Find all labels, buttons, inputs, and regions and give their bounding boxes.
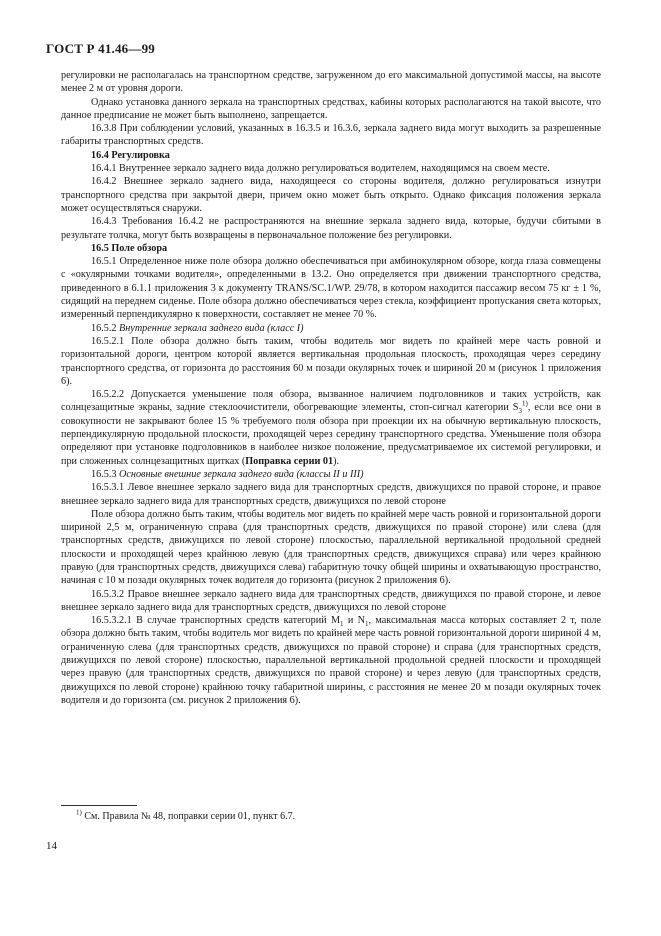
section-heading: 16.4 Регулировка <box>91 149 170 161</box>
paragraph: 16.5.2.1 Поле обзора должно быть таким, чтобы водитель мог видеть по крайней мере часть ровной и горизонтальной дороги, центром которой является вертикальная продольная плоскость, проходящая через середину транспортного средства, от горизонта до расстояния 60 м позади окулярных точек и шириной 20 м (рисунок 1 приложения 6). <box>61 335 601 387</box>
paragraph: Поле обзора должно быть таким, чтобы водитель мог видеть по крайней мере часть ровной и горизонтальной дороги шириной 2,5 м, ограниченную справа (для транспортных средств, движущихся по правой стороне) или слева (для транспортных средств, движущихся по левой стороне) плоскостью, параллельной вертикальной продольной средней плоскости и проходящей через крайнюю левую (для транспортных средств, движущихся справа) или через крайнюю правую (для транспортных средств, движущихся слева) габаритную точку общей ширины и охватывающую пространство, начиная с 10 м позади окулярных точек водителя до горизонта (рисунок 2 приложения 6). <box>61 508 601 587</box>
paragraph: 16.3.8 При соблюдении условий, указанных в 16.3.5 и 16.3.6, зеркала заднего вида могут выходить за разрешенные габариты транспортных средств. <box>61 123 601 148</box>
subsection-number: 16.5.2 <box>91 322 117 334</box>
text-run: и N <box>343 615 365 627</box>
paragraph: 16.5.3.1 Левое внешнее зеркало заднего вида для транспортных средств, движущихся по правой стороне, и правое внешнее зеркало заднего вида для транспортных средств, движущихся по левой стороне <box>61 482 601 507</box>
footnote <box>76 808 601 823</box>
text-run: 16.5.3.2.1 В случае транспортных средств категорий М <box>91 615 341 627</box>
subscript: 1 <box>340 620 344 629</box>
text-run: ). <box>333 455 340 467</box>
subscript: 3 <box>518 407 522 416</box>
paragraph: 16.4.2 Внешнее зеркало заднего вида, находящееся со стороны водителя, должно регулироваться изнутри транспортного средства при закрытой двери, причем окно может быть открыто. Однако фиксация положения зеркала может осуществляться снаружи. <box>61 176 601 214</box>
section-heading: 16.5 Поле обзора <box>91 242 168 254</box>
subsection-number: 16.5.3 <box>91 468 117 480</box>
subscript: 1 <box>365 620 369 629</box>
paragraph: Однако установка данного зеркала на транспортных средствах, кабины которых располагаются на такой высоте, что данное предписание не может быть выполнено, запрещается. <box>61 96 601 121</box>
paragraph <box>61 388 601 468</box>
footnote-divider <box>61 805 137 806</box>
footnote-ref: 1) <box>521 400 528 409</box>
paragraph: регулировки не располагалась на транспортном средстве, загруженном до его максимальной допустимой массы, на высоте менее 2 м от уровня дороги. <box>61 70 601 95</box>
footnote-text: См. Правила № 48, поправки серии 01, пункт 6.7. <box>81 811 296 822</box>
subsection-heading <box>61 322 601 335</box>
footnote-marker: 1) <box>76 808 82 817</box>
subsection-title: Основные внешние зеркала заднего вида (классы II и III) <box>119 468 364 480</box>
paragraph: 16.4.1 Внутреннее зеркало заднего вида должно регулироваться водителем, находящимся на своем месте. <box>91 163 550 175</box>
document-body <box>61 69 601 707</box>
text-run: , максимальная масса которых составляет 2 т, поле обзора должно быть таким, чтобы водитель мог видеть по крайней мере часть ровной горизонтальной дороги шириной 4 м, ограниченную слева (для транспортных средств, движущихся по правой стороне) и справа (для транспортных средств, движущихся по левой стороне) плоскостью, параллельной вертикальной продольной средней плоскости и проходящей через правую (для транспортных средств, движущихся по правой стороне) и через левую (для транспортных средств, движущихся по левой стороне) крайнюю точку габаритной ширины, с расстояния не менее 20 м позади окулярных точек водителя и до горизонта (см. рисунок 2 приложения 6). <box>61 615 602 706</box>
page-number: 14 <box>46 840 57 852</box>
paragraph: 16.4.3 Требования 16.4.2 не распространяются на внешние зеркала заднего вида, которые, будучи сбитыми в результате толчка, могут быть возвращены в первоначальное положение без регулировки. <box>61 216 601 241</box>
text-run: 16.5.2.2 Допускается уменьшение поля обзора, вызванное наличием подголовников и таких устройств, как солнцезащитные экраны, задние стеклоочистители, обогревающие элементы, стоп-сигнал категории S <box>61 389 601 414</box>
paragraph <box>61 614 601 707</box>
paragraph: 16.5.3.2 Правое внешнее зеркало заднего вида для транспортных средств, движущихся по правой стороне, и левое внешнее зеркало заднего вида для транспортных средств, движущихся по левой стороне <box>61 588 601 613</box>
subsection-title: Внутренние зеркала заднего вида (класс I) <box>119 322 304 334</box>
text-run: , если все они в совокупности не закрывают более 15 % требуемого поля обзора при проекции их на обычную вертикальную плоскость, перпендикулярную продольной плоскости, проходящей через середину транспортного средства. Уменьшение поля обзора определяют при установке подголовников в наиболее низкое положение, предусматриваемое их системой регулировки, и при сложенных солнцезащитных щитках ( <box>61 402 601 467</box>
amendment-note: Поправка серии 01 <box>245 455 334 467</box>
document-header: ГОСТ Р 41.46—99 <box>46 41 155 56</box>
subsection-heading <box>61 468 601 481</box>
paragraph: 16.5.1 Определенное ниже поле обзора должно обеспечиваться при амбинокулярном обзоре, когда глаза совмещены с «окулярными точками водителя», определенными в 13.2. Оно определяется при движении транспортного средства, приведенного в 6.1.1 приложения 3 к документу TRANS/SC.1/WP. 29/78, в котором находится пассажир весом 75 кг ± 1 %, сидящий на переднем сиденье. Поле обзора должно обеспечиваться через стекла, коэффициент пропускания света которых, измеренный перпендикулярно к поверхности, составляет не менее 70 %. <box>61 256 601 321</box>
